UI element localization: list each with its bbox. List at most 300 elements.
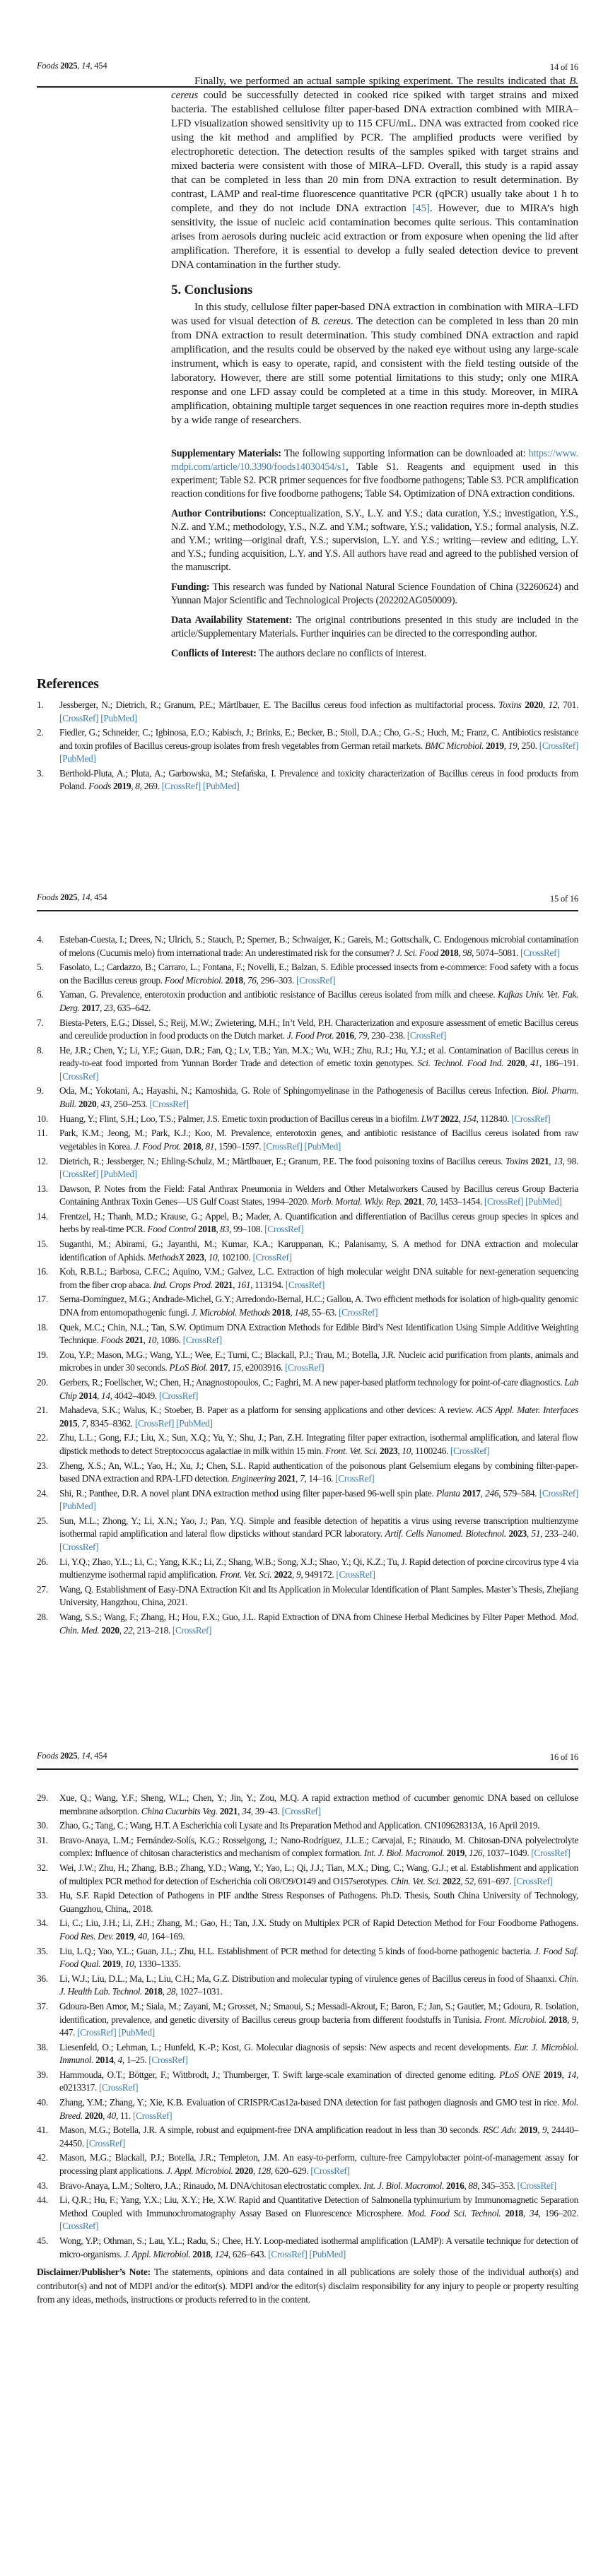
reference-year: 2018 — [549, 2014, 567, 2025]
crossref-link[interactable]: [CrossRef] — [285, 1362, 325, 1373]
reference-item: 29. Xue, Q.; Wang, Y.F.; Sheng, W.L.; Chen, Y.; Jin, Y.; Zou, M.Q. A rapid extraction method of cucumber genomic DNA based on cellulose membrane adsorption. China Cucurbits Veg. 2021, 34, 39–43. [CrossRef] — [37, 1792, 578, 1816]
reference-item: 21. Mahadeva, S.K.; Walus, K.; Stoeber, B. Paper as a platform for sensing applications and other devices: A review. ACS Appl. Mater. Interfaces 2015, 7, 8345–8362. [CrossRef] [PubMed] — [37, 1405, 578, 1429]
reference-year: 2016 — [446, 2180, 464, 2191]
reference-volume: 19 — [508, 740, 518, 751]
reference-number: 5. — [37, 962, 44, 973]
reference-item: 14. Frentzel, H.; Thanh, M.D.; Krause, G.; Appel, B.; Mader, A. Quantification and differentiation of Bacillus cereus group species in spices and herbs by real-time PCR. Food Control 2018, 83, 99–108. [CrossRef] — [37, 1210, 578, 1235]
journal-name: Lab Chip — [59, 1377, 578, 1401]
reference-number: 3. — [37, 767, 44, 779]
reference-number: 34. — [37, 1918, 48, 1929]
reference-item: 4. Esteban-Cuesta, I.; Drees, N.; Ulrich, S.; Stauch, P.; Sperner, B.; Schwaiger, K.; Gareis, M.; Gottschalk, C. Endogenous microbial contamination of melons (Cucumis melo) from international trade: An underestimated risk for the consumer? J. Sci. Food 2018, 98, 5074–5081. [CrossRef] — [37, 934, 578, 958]
reference-text: Gerbers, R.; Foellscher, W.; Chen, H.; Anagnostopoulos, C.; Faghri, M. A new paper-based platform technology for point-of-care diagnostics. — [59, 1377, 565, 1388]
reference-item: 28. Wang, S.S.; Wang, F.; Zhang, H.; Hou, F.X.; Guo, J.L. Rapid Extraction of DNA from Chinese Herbal Medicines by Filter Paper Method. Mod. Chin. Med. 2020, 22, 213–218. [CrossRef] — [37, 1612, 578, 1636]
crossref-link[interactable]: [CrossRef] — [133, 2110, 173, 2121]
supplementary-link[interactable]: https://www.mdpi.com/article/10.3390/foods14030454/s1 — [171, 448, 579, 473]
reference-year: 2023 — [380, 1445, 398, 1456]
reference-text: Frentzel, H.; Thanh, M.D.; Krause, G.; Appel, B.; Mader, A. Quantification and differentiation of Bacillus cereus group species in spices and herbs by real-time PCR. — [59, 1210, 578, 1235]
crossref-link[interactable]: [CrossRef] — [77, 2027, 117, 2038]
reference-number: 11. — [37, 1128, 48, 1139]
reference-list — [37, 699, 578, 795]
reference-item: 12. Dietrich, R.; Jessberger, N.; Ehling-Schulz, M.; Märtlbauer, E.; Granum, P.E. The food poisoning toxins of Bacillus cereus. Toxins 2021, 13, 98. [CrossRef] [PubMed] — [37, 1155, 579, 1179]
reference-text: He, J.R.; Chen, Y.; Li, Y.F.; Guan, D.R.; Fan, Q.; Lv, T.B.; Yan, M.X.; Wu, W.H.; Zhu, R.J.; Hu, Y.J.; et al. Contamination of Bacillus cereus in ready-to-eat food imported from Yunnan Border Trade and detection of emetic toxin genotypes. — [59, 1044, 578, 1069]
journal-name: Front. Microbiol. — [484, 2014, 546, 2025]
reference-text: Dietrich, R.; Jessberger, N.; Ehling-Schulz, M.; Märtlbauer, E.; Granum, P.E. The food poisoning toxins of Bacillus cereus. — [59, 1155, 505, 1166]
crossref-link[interactable]: [CrossRef] — [511, 1113, 551, 1124]
crossref-link[interactable]: [CrossRef] — [339, 1306, 378, 1318]
reference-year: 2020 — [235, 2165, 253, 2176]
reference-text: Fasolato, L.; Cardazzo, B.; Carraro, L.; Fontana, F.; Novelli, E.; Balzan, S. Edible processed insects from e-commerce: Food safety with a focus on the Bacillus cereus group. — [59, 962, 578, 986]
reference-year: 2018 — [144, 1986, 163, 1997]
reference-volume: 51 — [531, 1528, 541, 1540]
reference-text: Park, K.M.; Jeong, M.; Park, K.J.; Koo, M. Prevalence, enterotoxin genes, and antibiotic resistance of Bacillus cereus isolated from raw vegetables in Korea. — [59, 1128, 578, 1152]
reference-year: 2020 — [525, 699, 543, 710]
journal-name: J. Sci. Food — [396, 947, 438, 958]
crossref-link[interactable]: [CrossRef] — [513, 1875, 553, 1886]
crossref-link[interactable]: [CrossRef] — [264, 1224, 304, 1235]
reference-item: 3. Berthold-Pluta, A.; Pluta, A.; Garbowska, M.; Stefańska, I. Prevalence and toxicity characterization of Bacillus cereus in food products from Poland. Foods 2019, 8, 269. [CrossRef] [PubMed] — [37, 767, 578, 792]
pubmed-link[interactable]: [PubMed] — [59, 1501, 96, 1512]
reference-text: Wang, S.S.; Wang, F.; Zhang, H.; Hou, F.X.; Guo, J.L. Rapid Extraction of DNA from Chinese Herbal Medicines by Filter Paper Method. — [59, 1612, 560, 1622]
reference-item: 42. Mason, M.G.; Blackall, P.J.; Botella, J.R.; Templeton, J.M. An easy-to-perform, culture-free Campylobacter point-of-management assay for processing plant applications. J. Appl. Microbiol. 2020, 128, 620–629. [CrossRef] — [37, 2152, 578, 2176]
reference-number: 29. — [37, 1792, 48, 1803]
reference-text: Hammouda, O.T.; Böttger, F.; Wittbrodt, J.; Thumberger, T. Swift large-scale examination of directed genome editing. — [59, 2069, 500, 2080]
reference-item: 43. Bravo-Anaya, L.M.; Soltero, J.A.; Rinaudo, M. DNA/chitosan electrostatic complex. Int. J. Biol. Macromol. 2016, 88, 345–353. [CrossRef] — [37, 2180, 578, 2193]
crossref-link[interactable]: [CrossRef] — [59, 1169, 99, 1179]
reference-item — [37, 1819, 578, 1833]
journal-name: BMC Microbiol. — [424, 740, 484, 751]
crossref-link[interactable]: [CrossRef] — [450, 1445, 490, 1456]
data-availability: Data Availability Statement: The original contributions presented in this study are included in the article/Supplementary Materials. Further inquiries can be directed to the corresponding author. — [171, 615, 578, 639]
reference-volume: 88 — [468, 2180, 478, 2191]
reference-item: 25. Sun, M.L.; Zhong, Y.; Li, X.N.; Yao, J.; Pan, Y.Q. Simple and feasible detection of hepatitis a virus using reverse transcription multienzyme isothermal rapid amplification and lateral flow dipsticks without standard PCR laboratory. Artif. Cells Nanomed. Biotechnol. 2023, 51, 233–240. [CrossRef] — [37, 1515, 579, 1552]
reference-number: 41. — [37, 2125, 48, 2136]
journal-name: PLoS ONE — [499, 2069, 541, 2080]
reference-volume: 124 — [214, 2248, 228, 2259]
reference-text: Zhu, L.L.; Gong, F.J.; Liu, X.; Sun, X.Q.; Yu, Y.; Shu, J.; Pan, Z.H. Integrating filter paper extraction, isothermal amplification, and lateral flow dipstick methods to detect Streptococcus agalactiae in milk within 15 min. — [59, 1432, 578, 1456]
reference-volume: 41 — [530, 1058, 539, 1069]
reference-volume: 10 — [124, 1958, 134, 1970]
reference-number: 26. — [37, 1556, 48, 1567]
reference-volume: 76 — [247, 974, 257, 986]
reference-item: 2. Fiedler, G.; Schneider, C.; Igbinosa, E.O.; Kabisch, J.; Brinks, E.; Becker, B.; Stoll, D.A.; Cho, G.-S.; Huch, M.; Franz, C. Antibiotics resistance and toxin profiles of Bacillus cereus-group isolates from fresh vegetables from German retail markets. BMC Microbiol. 2019, 19, 250. [CrossRef] [PubMed] — [37, 727, 578, 764]
reference-volume: 246 — [485, 1487, 499, 1499]
reference-text: Li, Q.R.; Hu, F.; Yang, Y.X.; Liu, X.Y.; He, X.W. Rapid and Quantitative Detection of Salmonella typhimurium by Immunomagnetic Separation Method Coupled with Immunochromatography Assay Based on Fluorescence Microsphere. — [59, 2194, 578, 2218]
reference-year: 2017 — [462, 1487, 481, 1499]
reference-list — [37, 933, 578, 1638]
reference-volume: 83 — [220, 1224, 230, 1235]
reference-number: 32. — [37, 1862, 48, 1874]
crossref-link[interactable]: [CrossRef] — [539, 740, 578, 751]
reference-volume: 14 — [567, 2069, 576, 2080]
journal-name: Food Res. Dev. — [59, 1930, 114, 1942]
reference-number: 20. — [37, 1377, 48, 1388]
crossref-link[interactable]: [CrossRef] — [285, 1279, 325, 1290]
journal-name: Front. Vet. Sci. — [219, 1569, 272, 1581]
reference-item: 32. Wei, J.W.; Zhu, H.; Zhang, B.B.; Zhang, Y.D.; Wang, Y.; Yao, L.; Qi, J.J.; Tian, M.X.; Ding, C.; Wang, G.J.; et al. Establishment and application of multiplex PCR method for detection of Escherichia coli O8/O9/O149 and O157serotypes. Chin. Vet. Sci. 2022, 52, 691–697. [CrossRef] — [37, 1862, 578, 1886]
journal-name: J. Food Prot. — [134, 1140, 182, 1152]
reference-year: 2019 — [486, 740, 504, 751]
page-number: 14 of 16 — [549, 62, 578, 72]
crossref-link[interactable]: [CrossRef] — [99, 2082, 139, 2093]
crossref-link[interactable]: [CrossRef] — [252, 1251, 292, 1263]
reference-item: 10. Huang, Y.; Flint, S.H.; Loo, T.S.; Palmer, J.S. Emetic toxin production of Bacillus cereus in a biofilm. LWT 2022, 154, 112840. [CrossRef] — [37, 1113, 578, 1126]
reference-item: 40. Zhang, Y.M.; Zhang, Y.; Xie, K.B. Evaluation of CRISPR/Cas12a-based DNA detection for fast pathogen diagnosis and GMO test in rice. Mol. Breed. 2020, 40, 11. [CrossRef] — [37, 2097, 578, 2121]
reference-text: Zhang, Y.M.; Zhang, Y.; Xie, K.B. Evaluation of CRISPR/Cas12a-based DNA detection for fast pathogen diagnosis and GMO test in rice. — [59, 2097, 562, 2108]
journal-name: Chin. Vet. Sci. — [390, 1875, 440, 1886]
reference-volume: 34 — [529, 2207, 539, 2218]
reference-year: 2019 — [446, 1848, 465, 1859]
reference-number: 36. — [37, 1973, 48, 1984]
journal-name: Toxins — [505, 1155, 529, 1166]
author-contributions: Author Contributions: Conceptualization, S.Y., L.Y. and Y.S.; data curation, Y.S.; investigation, Y.S., N.Z. and Y.M.; methodology, Y.S., N.Z. and Y.M.; software, Y.S.; validation, Y.S.; formal analysis, N.Z. and Y.M.; writing—original draft, Y.S.; supervision, L.Y. and Y.S.; writing—review and editing, L.Y. and Y.S.; funding acquisition, L.Y. and Y.S. All authors have read and agreed to the published version of the manuscript. — [171, 508, 578, 573]
reference-item: 18. Quek, M.C.; Chin, N.L.; Tan, S.W. Optimum DNA Extraction Methods for Edible Bird’s Nest Identification Using Simple Additive Weighting Technique. Foods 2021, 10, 1086. [CrossRef] — [37, 1321, 578, 1346]
reference-text: Li, C.; Liu, J.H.; Li, Z.H.; Zhang, M.; Gao, H.; Tan, J.X. Study on Multiplex PCR of Rapid Detection Method for Four Foodborne Pathogens. — [59, 1918, 578, 1929]
reference-item: 44. Li, Q.R.; Hu, F.; Yang, Y.X.; Liu, X.Y.; He, X.W. Rapid and Quantitative Detection of Salmonella typhimurium by Immunomagnetic Separation Method Coupled with Immunochromatography Assay Based on Fluorescence Microsphere. Mod. Food Sci. Technol. 2018, 34, 196–202. [CrossRef] — [37, 2194, 578, 2232]
reference-volume: 154 — [462, 1113, 477, 1124]
reference-text: Serna-Domínguez, M.G.; Andrade-Michel, G.Y.; Arredondo-Bernal, H.C.; Gallou, A. Two efficient methods for isolation of high-quality genomic DNA from entomopathogenic fungi. — [59, 1294, 578, 1318]
reference-year: 2021 — [277, 1473, 296, 1484]
discussion-section — [171, 74, 578, 427]
reference-year: 2019 — [544, 2069, 562, 2080]
pubmed-link[interactable]: [PubMed] — [525, 1196, 562, 1207]
reference-number: 42. — [37, 2152, 48, 2163]
reference-item: 23. Zheng, X.S.; An, W.L.; Yao, H.; Xu, J.; Chen, S.L. Rapid authentication of the poisonous plant Gelsemium elegans by combining filter-paper-based DNA extraction and RPA-LFD detection. Engineering 2021, 7, 14–16. [CrossRef] — [37, 1460, 578, 1484]
supplementary-materials: Supplementary Materials: The following supporting information can be downloaded at: https://www.mdpi.com/article/10.3390/foods14030454/s1, Table S1. Reagents and equipment used in this experiment; Table S2. PCR primer sequences for five foodborne pathogens; Table S3. PCR amplification reaction conditions for five foodborne pathogens; Table S4. Optimization of DNA extraction conditions. — [171, 448, 579, 500]
reference-text: Liesenfeld, O.; Lehman, L.; Hunfeld, K.-P.; Kost, G. Molecular diagnosis of sepsis: New aspects and recent developments. — [59, 2041, 515, 2052]
reference-number: 19. — [37, 1349, 48, 1360]
reference-item: 7. Biesta-Peters, E.G.; Dissel, S.; Reij, M.W.; Zwietering, M.H.; In’t Veld, P.H. Characterization and exposure assessment of emetic Bacillus cereus and cereulide production in food products on the Dutch market. J. Food Prot. 2016, 79, 230–238. [CrossRef] — [37, 1017, 578, 1041]
reference-year: 2018 — [192, 2248, 211, 2259]
reference-number: 6. — [37, 989, 44, 1000]
journal-name: Food Microbiol. — [164, 974, 223, 986]
crossref-link[interactable]: [CrossRef] — [336, 1569, 375, 1581]
reference-number: 4. — [37, 934, 44, 945]
reference-number: 21. — [37, 1405, 48, 1416]
crossref-link[interactable]: [CrossRef] — [182, 1335, 222, 1346]
pubmed-link[interactable]: [PubMed] — [202, 781, 240, 792]
reference-text: Suganthi, M.; Abirami, G.; Jayanthi, M.; Kumar, K.A.; Karuppanan, K.; Palanisamy, S. A method for DNA extraction and molecular identification of Aphids. — [59, 1239, 578, 1263]
reference-year: 2018 — [271, 1306, 291, 1318]
reference-volume: 10 — [402, 1445, 411, 1456]
reference-text: Biesta-Peters, E.G.; Dissel, S.; Reij, M.W.; Zwietering, M.H.; In’t Veld, P.H. Characterization and exposure assessment of emetic Bacillus cereus and cereulide production in food products on the Dutch market. — [59, 1017, 578, 1041]
reference-year: 2021 — [125, 1335, 144, 1346]
reference-item: 36. Li, W.J.; Liu, D.L.; Ma, L.; Liu, C.H.; Ma, G.Z. Distribution and molecular typing of virulence genes of Bacillus cereus in food of Shaanxi. Chin. J. Health Lab. Technol. 2018, 28, 1027–1031. — [37, 1973, 578, 1997]
conclusions-paragraph: In this study, cellulose filter paper-based DNA extraction in combination with MIRA–LFD was used for visual detection of B. cereus. The detection can be completed in less than 20 min from DNA extraction to result determination. This study combined DNA extraction and rapid amplification, and the results could be observed by the naked eye without using any large-scale instrument, which is easy to operate, rapid, and consistent with the field testing outside of the laboratory. However, there are still some potential limitations to this study; only one MIRA response and one LFD assay could be completed at a time in this study. Moreover, in MIRA amplification, obtaining multiple target sequences in one reaction requires more in-depth studies by a wide range of researchers. — [171, 301, 578, 426]
reference-item: 34. Li, C.; Liu, J.H.; Li, Z.H.; Zhang, M.; Gao, H.; Tan, J.X. Study on Multiplex PCR of Rapid Detection Method for Four Foodborne Pathogens. Food Res. Dev. 2019, 40, 164–169. — [37, 1918, 578, 1942]
reference-volume: 28 — [166, 1986, 176, 1997]
reference-number: 14. — [37, 1210, 48, 1222]
reference-year: 2020 — [101, 1624, 119, 1636]
journal-name: Engineering — [231, 1473, 276, 1484]
journal-name: Kafkas Univ. Vet. Fak. Derg. — [59, 989, 579, 1013]
reference-volume: 7 — [81, 1417, 86, 1429]
reference-number: 1. — [37, 699, 44, 710]
reference-year: 2019 — [115, 1930, 134, 1942]
reference-volume: 8 — [135, 781, 140, 792]
reference-number: 33. — [37, 1890, 48, 1901]
header-rule — [37, 1768, 578, 1770]
journal-name: Morb. Mortal. Wkly. Rep. — [310, 1196, 402, 1207]
reference-year: 2021 — [404, 1196, 423, 1207]
reference-text: Liu, L.Q.; Yao, Y.L.; Guan, J.L.; Zhu, H.L. Establishment of PCR method for detecting 5 kinds of food-borne pathogenic bacteria. — [59, 1945, 534, 1956]
reference-item: 45. Wong, Y.P.; Othman, S.; Lau, Y.L.; Radu, S.; Chee, H.Y. Loop-mediated isothermal amplification (LAMP): A versatile technique for detection of micro-organisms. J. Appl. Microbiol. 2018, 124, 626–643. [CrossRef] [PubMed] — [37, 2235, 578, 2259]
reference-text: Xue, Q.; Wang, Y.F.; Sheng, W.L.; Chen, Y.; Jin, Y.; Zou, M.Q. A rapid extraction method of cucumber genomic DNA based on cellulose membrane adsorption. — [59, 1792, 578, 1816]
crossref-link[interactable]: [CrossRef] — [134, 1417, 175, 1429]
reference-list — [37, 1792, 578, 2262]
reference-volume: 126 — [469, 1848, 483, 1859]
reference-text: Bravo-Anaya, L.M.; Fernández-Solís, K.G.; Rosselgong, J.; Nano-Rodríguez, J.L.E.; Carvajal, F.; Rinaudo, M. Chitosan-DNA polyelectrolyte complex: Influence of chitosan characteristics and mechanism of complex formation. — [59, 1834, 578, 1859]
reference-number: 28. — [37, 1612, 48, 1622]
journal-name: J. Appl. Microbiol. — [166, 2165, 233, 2176]
journal-name: Mol. Breed. — [59, 2097, 578, 2121]
crossref-link[interactable]: [CrossRef] — [86, 2137, 125, 2149]
reference-volume: 22 — [123, 1624, 133, 1636]
crossref-link[interactable]: [CrossRef] — [149, 1098, 189, 1109]
funding: Funding: This research was funded by National Natural Science Foundation of China (32260624) and Yunnan Major Scientific and Technological Projects (202202AG050009). — [171, 581, 578, 606]
disclaimer: Disclaimer/Publisher’s Note: The statements, opinions and data contained in all publications are solely those of the individual author(s) and contributor(s) and not of MDPI and/or the editor(s). MDPI and/or the editor(s) disclaim responsibility for any injury to people or property resulting from any ideas, methods, instructions or products referred to in the content. — [37, 2267, 579, 2305]
journal-name: PLoS Biol. — [169, 1362, 208, 1373]
reference-year: 2021 — [219, 1805, 238, 1816]
crossref-link[interactable]: [CrossRef] — [310, 2165, 350, 2176]
reference-item: 22. Zhu, L.L.; Gong, F.J.; Liu, X.; Sun, X.Q.; Yu, Y.; Shu, J.; Pan, Z.H. Integrating filter paper extraction, isothermal amplification, and lateral flow dipstick methods to detect Streptococcus agalactiae in milk within 15 min. Front. Vet. Sci. 2023, 10, 1100246. [CrossRef] — [37, 1432, 578, 1456]
reference-year: 2014 — [95, 2055, 114, 2066]
journal-name: Toxins — [498, 699, 522, 710]
reference-item: 20. Gerbers, R.; Foellscher, W.; Chen, H.; Anagnostopoulos, C.; Faghri, M. A new paper-based platform technology for point-of-care diagnostics. Lab Chip 2014, 14, 4042–4049. [CrossRef] — [37, 1377, 578, 1401]
journal-name: Int. J. Biol. Macromol. — [363, 1848, 445, 1859]
crossref-link[interactable]: [CrossRef] — [59, 1070, 99, 1082]
crossref-link[interactable]: [CrossRef] — [59, 2221, 99, 2232]
reference-year: 2017 — [81, 1002, 100, 1013]
reference-item: 16. Koh, R.B.L.; Barbosa, C.F.C.; Aquino, V.M.; Galvez, L.C. Extraction of high molecular weight DNA suitable for next-generation sequencing from the fiber crop abaca. Ind. Crops Prod. 2021, 161, 113194. [CrossRef] — [37, 1266, 578, 1290]
reference-number: 25. — [37, 1515, 48, 1526]
pubmed-link[interactable]: [PubMed] — [118, 2027, 155, 2038]
reference-item: 8. He, J.R.; Chen, Y.; Li, Y.F.; Guan, D.R.; Fan, Q.; Lv, T.B.; Yan, M.X.; Wu, W.H.; Zhu, R.J.; Hu, Y.J.; et al. Contamination of Bacillus cereus in ready-to-eat food imported from Yunnan Border Trade and detection of emetic toxin genotypes. Sci. Technol. Food Ind. 2020, 41, 186–191. [CrossRef] — [37, 1044, 579, 1082]
reference-number: 38. — [37, 2041, 48, 2052]
journal-name: Planta — [436, 1487, 460, 1499]
reference-volume: 4 — [117, 2055, 122, 2066]
reference-number: 44. — [37, 2194, 48, 2206]
reference-text: Huang, Y.; Flint, S.H.; Loo, T.S.; Palmer, J.S. Emetic toxin production of Bacillus cereus in a biofilm. — [59, 1113, 421, 1124]
reference-volume: 148 — [294, 1306, 308, 1318]
reference-number: 27. — [37, 1583, 48, 1595]
pubmed-link[interactable]: [PubMed] — [309, 2248, 346, 2259]
crossref-link[interactable]: [CrossRef] — [531, 1848, 571, 1859]
crossref-link[interactable]: [CrossRef] — [281, 1805, 321, 1816]
reference-number: 13. — [37, 1183, 48, 1194]
reference-year: 2022 — [274, 1569, 292, 1581]
reference-year: 2022 — [442, 1875, 461, 1886]
journal-name: Chin. J. Health Lab. Technol. — [59, 1973, 578, 1997]
journal-name: Biol. Pharm. Bull. — [59, 1085, 578, 1109]
header-rule — [37, 910, 578, 911]
conflicts-of-interest: Conflicts of Interest: The authors declare no conflicts of interest. — [171, 648, 426, 659]
crossref-link[interactable]: [CrossRef] — [335, 1473, 375, 1484]
reference-number: 15. — [37, 1239, 48, 1250]
reference-year: 2021 — [214, 1279, 233, 1290]
reference-text: Quek, M.C.; Chin, N.L.; Tan, S.W. Optimum DNA Extraction Methods for Edible Bird’s Nest Identification Using Simple Additive Weighting Technique. — [59, 1321, 578, 1346]
reference-item: 24. Shi, R.; Panthee, D.R. A novel plant DNA extraction method using filter paper-based 96-well spin plate. Planta 2017, 246, 579–584. [CrossRef] [PubMed] — [37, 1487, 579, 1512]
reference-year: 2021 — [530, 1155, 549, 1166]
reference-number: 10. — [37, 1113, 48, 1124]
journal-name: LWT — [421, 1113, 439, 1124]
journal-name: Ind. Crops Prod. — [153, 1279, 213, 1290]
reference-year: 2018 — [505, 2207, 523, 2218]
journal-name: Food Control — [147, 1224, 196, 1235]
reference-text: Wong, Y.P.; Othman, S.; Lau, Y.L.; Radu, S.; Chee, H.Y. Loop-mediated isothermal amplification (LAMP): A versatile technique for detection of micro-organisms. — [59, 2235, 578, 2259]
pubmed-link[interactable]: [PubMed] — [100, 712, 137, 723]
reference-text: Jessberger, N.; Dietrich, R.; Granum, P.E.; Märtlbauer, E. The Bacillus cereus food infection as multifactorial process. — [59, 699, 499, 710]
reference-volume: 10 — [147, 1335, 157, 1346]
reference-number: 9. — [37, 1085, 44, 1097]
reference-text: Zheng, X.S.; An, W.L.; Yao, H.; Xu, J.; Chen, S.L. Rapid authentication of the poisonous plant Gelsemium elegans by combining filter-paper-based DNA extraction and RPA-LFD detection. — [59, 1460, 578, 1484]
reference-number: 8. — [37, 1044, 44, 1056]
crossref-link[interactable]: [CrossRef] — [158, 1390, 199, 1401]
reference-year: 2018 — [225, 974, 243, 986]
reference-text: Mason, M.G.; Blackall, P.J.; Botella, J.R.; Templeton, J.M. An easy-to-perform, culture-free Campylobacter point-of-management assay for processing plant applications. — [59, 2152, 578, 2176]
reference-item: 13. Dawson, P. Notes from the Field: Fatal Anthrax Pneumonia in Welders and Other Metalworkers Caused by Bacillus cereus Group Bacteria Containing Anthrax Toxin Genes—US Gulf Coast States, 1994–2020. Morb. Mortal. Wkly. Rep. 2021, 70, 1453–1454. [CrossRef] [PubMed] — [37, 1183, 578, 1207]
reference-text: Wang, Q. Establishment of Easy-DNA Extraction Kit and Its Application in Molecular Identification of Plant Samples. Master’s Thesis, Zhejiang University, Hangzhou, China, 2021. — [59, 1583, 578, 1608]
pubmed-link[interactable]: [PubMed] — [100, 1169, 137, 1179]
reference-volume: 81 — [205, 1140, 215, 1152]
reference-volume: 15 — [232, 1362, 241, 1373]
reference-year: 2020 — [84, 2110, 103, 2121]
back-matter — [171, 447, 578, 661]
pubmed-link[interactable]: [PubMed] — [59, 753, 96, 764]
reference-text: Mason, M.G.; Botella, J.R. A simple, robust and equipment-free DNA amplification readout in less than 30 seconds. — [59, 2125, 483, 2136]
journal-name: J. Food Prot. — [286, 1030, 334, 1041]
reference-number: 30. — [37, 1820, 48, 1831]
reference-number: 35. — [37, 1945, 48, 1956]
reference-text: Sun, M.L.; Zhong, Y.; Li, X.N.; Yao, J.; Pan, Y.Q. Simple and feasible detection of hepatitis a virus using reverse transcription multienzyme isothermal rapid amplification and lateral flow dipsticks without standard PCR laboratory. — [59, 1515, 578, 1540]
reference-text: Li, Y.Q.; Zhao, Y.L.; Li, C.; Yang, K.K.; Li, Z.; Shang, W.B.; Song, X.J.; Shao, Y.; Qi, K.Z.; Tu, J. Rapid detection of porcine circovirus type 4 via multienzyme isothermal rapid amplification. — [59, 1556, 578, 1581]
reference-item: 39. Hammouda, O.T.; Böttger, F.; Wittbrodt, J.; Thumberger, T. Swift large-scale examination of directed genome editing. PLoS ONE 2019, 14, e0213317. [CrossRef] — [37, 2069, 578, 2093]
reference-number: 23. — [37, 1460, 48, 1471]
crossref-link[interactable]: [CrossRef] — [520, 947, 560, 958]
reference-item: 11. Park, K.M.; Jeong, M.; Park, K.J.; Koo, M. Prevalence, enterotoxin genes, and antibiotic resistance of Bacillus cereus isolated from raw vegetables in Korea. J. Food Prot. 2018, 81, 1590–1597. [CrossRef] [PubMed] — [37, 1128, 578, 1152]
reference-item — [37, 1583, 578, 1609]
journal-name: Front. Vet. Sci. — [325, 1445, 378, 1456]
page-number: 16 of 16 — [549, 1752, 578, 1762]
reference-year: 2023 — [508, 1528, 527, 1540]
reference-item: 15. Suganthi, M.; Abirami, G.; Jayanthi, M.; Kumar, K.A.; Karuppanan, K.; Palanisamy, S. A method for DNA extraction and molecular identification of Aphids. MethodsX 2023, 10, 102100. [CrossRef] — [37, 1239, 578, 1263]
reference-item: 6. Yaman, G. Prevalence, enterotoxin production and antibiotic resistance of Bacillus cereus isolated from milk and cheese. Kafkas Univ. Vet. Fak. Derg. 2017, 23, 635–642. — [37, 989, 579, 1013]
reference-text: Wei, J.W.; Zhu, H.; Zhang, B.B.; Zhang, Y.D.; Wang, Y.; Yao, L.; Qi, J.J.; Tian, M.X.; Ding, C.; Wang, G.J.; et al. Establishment and application of multiplex PCR method for detection of Escherichia coli O8/O9/O149 and O157serotypes. — [59, 1862, 578, 1886]
crossref-link[interactable]: [CrossRef] — [407, 1030, 447, 1041]
reference-number: 17. — [37, 1294, 48, 1305]
running-head — [37, 892, 578, 908]
reference-volume: 34 — [242, 1805, 251, 1816]
reference-item — [37, 1889, 578, 1915]
reference-item: 37. Gdoura-Ben Amor, M.; Siala, M.; Zayani, M.; Grosset, N.; Smaoui, S.; Messadi-Akrout, F.; Baron, F.; Jan, S.; Gautier, M.; Gdoura, R. Isolation, identification, prevalence, and genetic diversity of Bacillus cereus group bacteria from different foodstuffs in Tunisia. Front. Microbiol. 2018, 9, 447. [CrossRef] [PubMed] — [37, 2001, 578, 2038]
reference-year: 2018 — [183, 1140, 201, 1152]
journal-name: Mod. Food Sci. Technol. — [407, 2207, 501, 2218]
crossref-link[interactable]: [CrossRef] — [517, 2180, 556, 2191]
journal-name: Foods — [100, 1335, 124, 1346]
citation-link[interactable]: [45] — [412, 202, 430, 214]
journal-citation: Foods 2025, 14, 454 — [37, 892, 107, 902]
running-head — [37, 1751, 578, 1766]
reference-volume: 13 — [553, 1155, 563, 1166]
reference-text: Esteban-Cuesta, I.; Drees, N.; Ulrich, S.; Stauch, P.; Sperner, B.; Schwaiger, K.; Gareis, M.; Gottschalk, C. Endogenous microbial contamination of melons (Cucumis melo) from international trade: An underestimated risk for the consumer? — [59, 934, 578, 958]
crossref-link[interactable]: [CrossRef] — [268, 2248, 308, 2259]
crossref-link[interactable]: [CrossRef] — [296, 974, 336, 986]
journal-name: Int. J. Biol. Macromol. — [363, 2180, 445, 2191]
reference-number: 18. — [37, 1321, 48, 1333]
crossref-link[interactable]: [CrossRef] — [263, 1140, 303, 1152]
reference-item: 35. Liu, L.Q.; Yao, Y.L.; Guan, J.L.; Zhu, H.L. Establishment of PCR method for detecting 5 kinds of food-borne pathogenic bacteria. J. Food Saf. Food Qual. 2019, 10, 1330–1335. — [37, 1945, 579, 1970]
reference-text: Mahadeva, S.K.; Walus, K.; Stoeber, B. Paper as a platform for sensing applications and other devices: A review. — [59, 1405, 477, 1416]
reference-item: 9. Oda, M.; Yokotani, A.; Hayashi, N.; Kamoshida, G. Role of Sphingomyelinase in the Pathogenesis of Bacillus cereus Infection. Biol. Pharm. Bull. 2020, 43, 250–253. [CrossRef] — [37, 1085, 578, 1109]
journal-citation: Foods 2025, 14, 454 — [37, 1751, 107, 1761]
reference-year: 2019 — [112, 781, 131, 792]
pubmed-link[interactable]: [PubMed] — [176, 1417, 213, 1429]
crossref-link[interactable]: [CrossRef] — [59, 1541, 99, 1552]
reference-year: 2018 — [440, 947, 459, 958]
reference-volume: 12 — [548, 699, 558, 710]
journal-name: ACS Appl. Mater. Interfaces — [476, 1405, 578, 1416]
reference-volume: 7 — [300, 1473, 305, 1484]
reference-year: 2019 — [519, 2125, 538, 2136]
reference-text: Zhao, G.; Tang, C.; Wang, H.T. A Escherichia coli Lysate and Its Preparation Method and Application. CN109628313A, 16 April 2019. — [59, 1820, 540, 1831]
reference-item: 1. Jessberger, N.; Dietrich, R.; Granum, P.E.; Märtlbauer, E. The Bacillus cereus food infection as multifactorial process. Toxins 2020, 12, 701. [CrossRef] [PubMed] — [37, 699, 579, 723]
reference-volume: 9 — [571, 2014, 576, 2025]
reference-text: Gdoura-Ben Amor, M.; Siala, M.; Zayani, M.; Grosset, N.; Smaoui, S.; Messadi-Akrout, F.; Baron, F.; Jan, S.; Gautier, M.; Gdoura, R. Isolation, identification, prevalence, and genetic diversity of Bacillus cereus group bacteria from different foodstuffs in Tunisia. — [59, 2001, 578, 2025]
reference-volume: 128 — [257, 2165, 271, 2176]
reference-number: 7. — [37, 1017, 44, 1028]
reference-volume: 14 — [101, 1390, 110, 1401]
reference-year: 2019 — [103, 1958, 121, 1970]
crossref-link[interactable]: [CrossRef] — [539, 1487, 579, 1499]
reference-volume: 40 — [138, 1930, 147, 1942]
journal-name: RSC Adv. — [482, 2125, 517, 2136]
reference-text: Koh, R.B.L.; Barbosa, C.F.C.; Aquino, V.M.; Galvez, L.C. Extraction of high molecular weight DNA suitable for next-generation sequencing from the fiber crop abaca. — [59, 1266, 578, 1290]
reference-number: 2. — [37, 727, 44, 738]
crossref-link[interactable]: [CrossRef] — [161, 781, 201, 792]
reference-volume: 70 — [426, 1196, 435, 1207]
journal-citation: Foods 2025, 14, 454 — [37, 61, 107, 71]
reference-number: 40. — [37, 2097, 48, 2108]
crossref-link[interactable]: [CrossRef] — [148, 2055, 188, 2066]
reference-item: 17. Serna-Domínguez, M.G.; Andrade-Michel, G.Y.; Arredondo-Bernal, H.C.; Gallou, A. Two efficient methods for isolation of high-quality genomic DNA from entomopathogenic fungi. J. Microbiol. Methods 2018, 148, 55–63. [CrossRef] — [37, 1294, 578, 1318]
reference-year: 2023 — [186, 1251, 204, 1263]
page-14 — [0, 0, 608, 876]
reference-year: 2018 — [197, 1224, 216, 1235]
page-number: 15 of 16 — [549, 894, 578, 904]
page-15 — [0, 834, 608, 1682]
reference-volume: 161 — [237, 1279, 251, 1290]
reference-volume: 79 — [358, 1030, 368, 1041]
reference-volume: 52 — [464, 1875, 474, 1886]
journal-name: Sci. Technol. Food Ind. — [417, 1058, 504, 1069]
reference-year: 2015 — [59, 1417, 78, 1429]
reference-number: 43. — [37, 2180, 48, 2191]
page-16 — [0, 1692, 608, 2576]
reference-text: Shi, R.; Panthee, D.R. A novel plant DNA extraction method using filter paper-based 96-well spin plate. — [59, 1487, 437, 1499]
reference-number: 39. — [37, 2069, 48, 2080]
reference-item: 41. Mason, M.G.; Botella, J.R. A simple, robust and equipment-free DNA amplification readout in less than 30 seconds. RSC Adv. 2019, 9, 24440–24450. [CrossRef] — [37, 2125, 579, 2149]
reference-text: Zou, Y.P.; Mason, M.G.; Wang, Y.L.; Wee, E.; Turni, C.; Blackall, P.J.; Trau, M.; Botella, J.R. Nucleic acid purification from plants, animals and microbes in under 30 seconds. — [59, 1349, 578, 1373]
section-title-conclusions: 5. Conclusions — [171, 283, 253, 297]
crossref-link[interactable]: [CrossRef] — [484, 1196, 524, 1207]
reference-item: 19. Zou, Y.P.; Mason, M.G.; Wang, Y.L.; Wee, E.; Turni, C.; Blackall, P.J.; Trau, M.; Botella, J.R. Nucleic acid purification from plants, animals and microbes in under 30 seconds. PLoS Biol. 2017, 15, e2003916. [CrossRef] — [37, 1349, 578, 1373]
reference-year: 2020 — [506, 1058, 525, 1069]
crossref-link[interactable]: [CrossRef] — [172, 1624, 212, 1636]
reference-item: 31. Bravo-Anaya, L.M.; Fernández-Solís, K.G.; Rosselgong, J.; Nano-Rodríguez, J.L.E.; Carvajal, F.; Rinaudo, M. Chitosan-DNA polyelectrolyte complex: Influence of chitosan characteristics and mechanism of complex formation. Int. J. Biol. Macromol. 2019, 126, 1037–1049. [CrossRef] — [37, 1834, 578, 1859]
pubmed-link[interactable]: [PubMed] — [304, 1140, 341, 1152]
reference-number: 22. — [37, 1432, 48, 1443]
reference-item: 5. Fasolato, L.; Cardazzo, B.; Carraro, L.; Fontana, F.; Novelli, E.; Balzan, S. Edible processed insects from e-commerce: Food safety with a focus on the Bacillus cereus group. Food Microbiol. 2018, 76, 296–303. [CrossRef] — [37, 962, 578, 986]
crossref-link[interactable]: [CrossRef] — [59, 712, 99, 723]
